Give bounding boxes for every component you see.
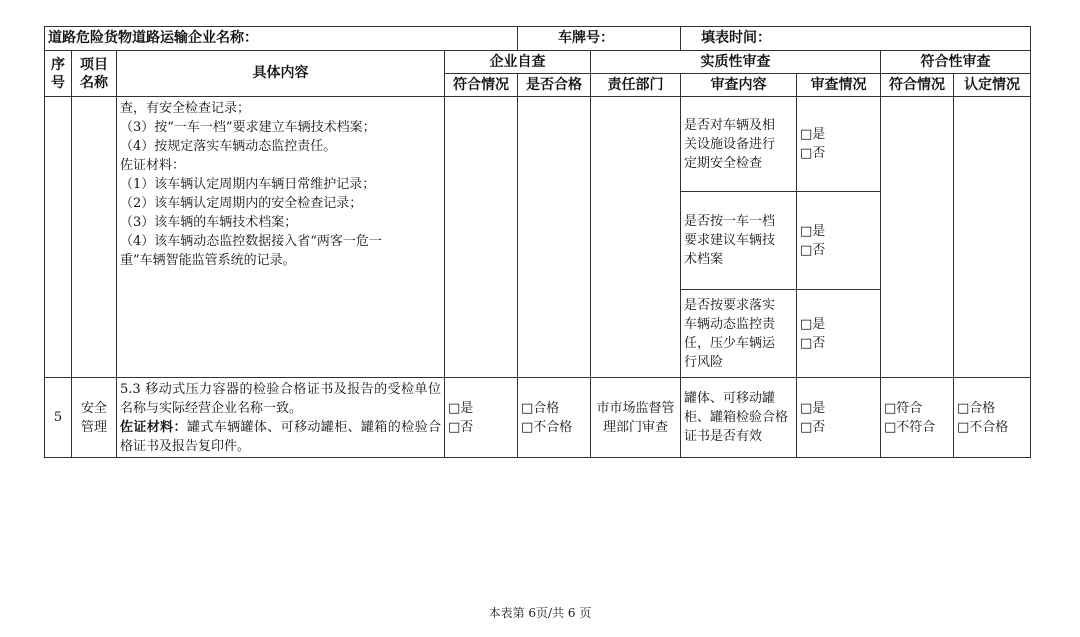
checkbox-yes[interactable]: □是 xyxy=(800,316,826,332)
content-line: 重”车辆智能监管系统的记录。 xyxy=(120,253,296,268)
item-name-header: 项目名称 xyxy=(72,51,117,97)
review-status-header: 审查情况 xyxy=(797,74,881,97)
item-cell xyxy=(72,97,117,378)
review-status-cell xyxy=(797,97,881,192)
self-qualified-cell xyxy=(518,378,591,458)
column-group-header-row xyxy=(45,51,1031,74)
checkbox-no[interactable]: □否 xyxy=(800,242,826,258)
self-conform-cell xyxy=(445,378,518,458)
checkbox-qualified[interactable]: □合格 xyxy=(521,400,560,416)
review-line: 是否按一车一档 xyxy=(684,214,776,229)
review-line: 任，压少车辆运 xyxy=(684,335,776,351)
review-status-cell xyxy=(797,378,881,458)
recognition-status-header: 认定情况 xyxy=(954,74,1031,97)
responsible-dept-header: 责任部门 xyxy=(591,74,681,97)
self-qualified-cell xyxy=(518,97,591,378)
checkbox-no[interactable]: □否 xyxy=(448,419,474,435)
content-line: （3）该车辆的车辆技术档案； xyxy=(120,215,298,230)
content-header: 具体内容 xyxy=(117,51,445,97)
recognition-status-cell xyxy=(954,378,1031,458)
review-line: 是否对车辆及相 xyxy=(684,117,776,133)
item-cell: 安全管理 xyxy=(72,378,117,458)
plate-number-label: 车牌号： xyxy=(518,27,681,51)
table-row xyxy=(45,378,1031,458)
table-row xyxy=(45,97,1031,192)
checkbox-unqualified[interactable]: □不合格 xyxy=(957,419,1009,435)
fill-date-label: 填表时间： xyxy=(681,27,1031,51)
self-qualified-header: 是否合格 xyxy=(518,74,591,97)
seq-header: 序号 xyxy=(45,51,72,97)
conformity-status-cell xyxy=(881,378,954,458)
dept-cell xyxy=(591,97,681,378)
evidence-text: 罐式车辆罐体、可移动罐柜、罐箱的检验合格证书及报告复印件。 xyxy=(120,419,441,454)
self-check-header: 企业自查 xyxy=(445,51,591,74)
checkbox-no[interactable]: □否 xyxy=(800,335,826,351)
conformity-status-header: 符合情况 xyxy=(881,74,954,97)
checkbox-no[interactable]: □否 xyxy=(800,419,826,435)
content-cell xyxy=(117,378,445,458)
content-line: 佐证材料： xyxy=(120,158,186,173)
review-content-header: 审查内容 xyxy=(681,74,797,97)
evidence-label: 佐证材料： xyxy=(120,419,187,435)
review-content-cell xyxy=(681,97,797,192)
content-cell xyxy=(117,97,445,378)
recognition-status-cell xyxy=(954,97,1031,378)
review-line: 术档案 xyxy=(684,252,724,267)
review-line: 是否按要求落实 xyxy=(684,297,776,313)
dept-cell: 市市场监督管理部门审查 xyxy=(591,378,681,458)
checkbox-qualified[interactable]: □合格 xyxy=(957,400,996,416)
self-conform-cell xyxy=(445,97,518,378)
conformity-review-header: 符合性审查 xyxy=(881,51,1031,74)
substantive-review-header: 实质性审查 xyxy=(591,51,881,74)
review-status-cell xyxy=(797,192,881,290)
checkbox-no[interactable]: □否 xyxy=(800,146,826,161)
checkbox-yes[interactable]: □是 xyxy=(800,223,826,239)
review-line: 定期安全检查 xyxy=(684,155,763,171)
self-conform-header: 符合情况 xyxy=(445,74,518,97)
review-status-cell xyxy=(797,290,881,378)
checkbox-yes[interactable]: □是 xyxy=(800,400,826,416)
inspection-form-table xyxy=(44,26,1031,458)
content-main: 5.3 移动式压力容器的检验合格证书及报告的受检单位名称与实际经营企业名称一致。 xyxy=(120,381,441,416)
checkbox-yes[interactable]: □是 xyxy=(800,127,826,142)
content-line: （3）按“一车一档”要求建立车辆技术档案； xyxy=(120,120,376,135)
page-footer: 本表第 6页/共 6 页 xyxy=(488,606,592,620)
review-line: 车辆动态监控责 xyxy=(684,316,776,332)
seq-cell xyxy=(45,97,72,378)
conformity-status-cell xyxy=(881,97,954,378)
review-content-cell xyxy=(681,290,797,378)
checkbox-conform[interactable]: □符合 xyxy=(884,400,923,416)
content-line: 查，有安全检查记录； xyxy=(120,101,251,116)
checkbox-nonconform[interactable]: □不符合 xyxy=(884,419,936,435)
content-line: （2）该车辆认定周期内的安全检查记录； xyxy=(120,196,363,211)
content-line: （1）该车辆认定周期内车辆日常维护记录； xyxy=(120,177,376,192)
seq-cell: 5 xyxy=(45,378,72,458)
review-line: 要求建议车辆技 xyxy=(684,233,776,248)
content-line: （4）按规定落实车辆动态监控责任。 xyxy=(120,139,337,154)
review-line: 关设施设备进行 xyxy=(684,136,776,152)
review-content-cell xyxy=(681,192,797,290)
form-header-row xyxy=(45,27,1031,51)
review-line: 行风险 xyxy=(684,354,724,370)
review-content-cell: 罐体、可移动罐柜、罐箱检验合格证书是否有效 xyxy=(681,378,797,458)
company-name-label: 道路危险货物道路运输企业名称： xyxy=(45,27,518,51)
checkbox-yes[interactable]: □是 xyxy=(448,400,474,416)
checkbox-unqualified[interactable]: □不合格 xyxy=(521,419,573,435)
content-line: （4）该车辆动态监控数据接入省“两客一危一 xyxy=(120,234,382,249)
